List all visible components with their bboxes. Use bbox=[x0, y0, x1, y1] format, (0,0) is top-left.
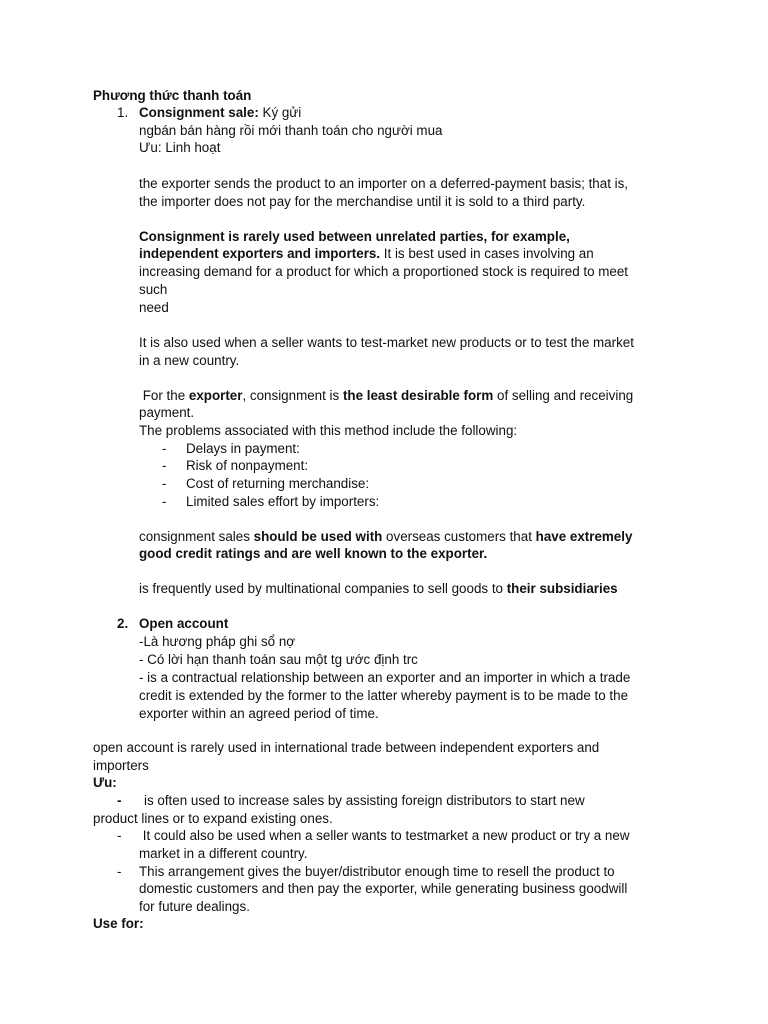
list-item: product lines or to expand existing ones. bbox=[93, 811, 333, 826]
list-bullet: - bbox=[162, 476, 167, 491]
paragraph-line: The problems associated with this method include the following: bbox=[139, 423, 518, 438]
paragraph-line: the importer does not pay for the merchandise until it is sold to a third party. bbox=[139, 194, 586, 209]
use-for-label: Use for: bbox=[93, 916, 144, 931]
paragraph-line: - Có lời hạn thanh toán sau một tg ước định trc bbox=[139, 652, 418, 667]
paragraph-line: It is also used when a seller wants to test-market new products or to test the market bbox=[139, 335, 634, 350]
list-bullet: - bbox=[117, 864, 122, 879]
paragraph-line: open account is rarely used in international trade between independent exporters and bbox=[93, 740, 600, 755]
list-item: Delays in payment: bbox=[186, 441, 300, 456]
paragraph-line: increasing demand for a product for which a proportioned stock is required to meet bbox=[139, 264, 629, 279]
list-item: Cost of returning merchandise: bbox=[186, 476, 370, 491]
paragraph-line: good credit ratings and are well known to the exporter. bbox=[139, 546, 488, 561]
consignment-note-line: ngbán bán hàng rồi mới thanh toán cho người mua bbox=[139, 123, 443, 138]
list-bullet: - bbox=[162, 458, 167, 473]
section-2-number: 2. bbox=[117, 616, 129, 631]
list-bullet: - bbox=[117, 828, 122, 843]
paragraph-line: consignment sales should be used with overseas customers that have extremely bbox=[139, 529, 633, 544]
section-2-heading: Open account bbox=[139, 616, 229, 631]
advantages-label: Ưu: bbox=[93, 775, 117, 790]
paragraph-line: -Là hương pháp ghi sổ nợ bbox=[139, 634, 296, 649]
page-title: Phương thức thanh toán bbox=[93, 88, 252, 103]
paragraph-line: payment. bbox=[139, 405, 195, 420]
list-item: It could also be used when a seller wants to testmarket a new product or try a new bbox=[139, 828, 630, 843]
list-item: market in a different country. bbox=[139, 846, 308, 861]
list-item: is often used to increase sales by assisting foreign distributors to start new bbox=[144, 793, 585, 808]
paragraph-line: the exporter sends the product to an importer on a deferred-payment basis; that is, bbox=[139, 176, 629, 191]
list-item: Risk of nonpayment: bbox=[186, 458, 309, 473]
paragraph-line: exporter within an agreed period of time. bbox=[139, 706, 379, 721]
list-item: domestic customers and then pay the exporter, while generating business goodwill bbox=[139, 881, 628, 896]
paragraph-line: is frequently used by multinational companies to sell goods to their subsidiaries bbox=[139, 581, 618, 596]
paragraph-line: - is a contractual relationship between an exporter and an importer in which a trade bbox=[139, 670, 631, 685]
paragraph-line: need bbox=[139, 300, 169, 315]
paragraph-line: importers bbox=[93, 758, 149, 773]
paragraph-line: in a new country. bbox=[139, 353, 240, 368]
paragraph-line: such bbox=[139, 282, 168, 297]
list-bullet: - bbox=[162, 441, 167, 456]
section-1-number: 1. bbox=[117, 105, 129, 120]
paragraph-line: credit is extended by the former to the latter whereby payment is to be made to the bbox=[139, 688, 629, 703]
list-item: for future dealings. bbox=[139, 899, 250, 914]
paragraph-line: For the exporter, consignment is the least desirable form of selling and receiving bbox=[139, 388, 634, 403]
section-1-heading: Consignment sale: Ký gửi bbox=[139, 105, 302, 120]
list-item: Limited sales effort by importers: bbox=[186, 494, 380, 509]
paragraph-line: independent exporters and importers. It is best used in cases involving an bbox=[139, 246, 594, 261]
paragraph-line: Consignment is rarely used between unrelated parties, for example, bbox=[139, 229, 570, 244]
list-bullet: - bbox=[162, 494, 167, 509]
list-bullet: - bbox=[117, 793, 122, 808]
consignment-advantage-line: Ưu: Linh hoạt bbox=[139, 140, 221, 155]
list-item: This arrangement gives the buyer/distributor enough time to resell the product to bbox=[139, 864, 615, 879]
